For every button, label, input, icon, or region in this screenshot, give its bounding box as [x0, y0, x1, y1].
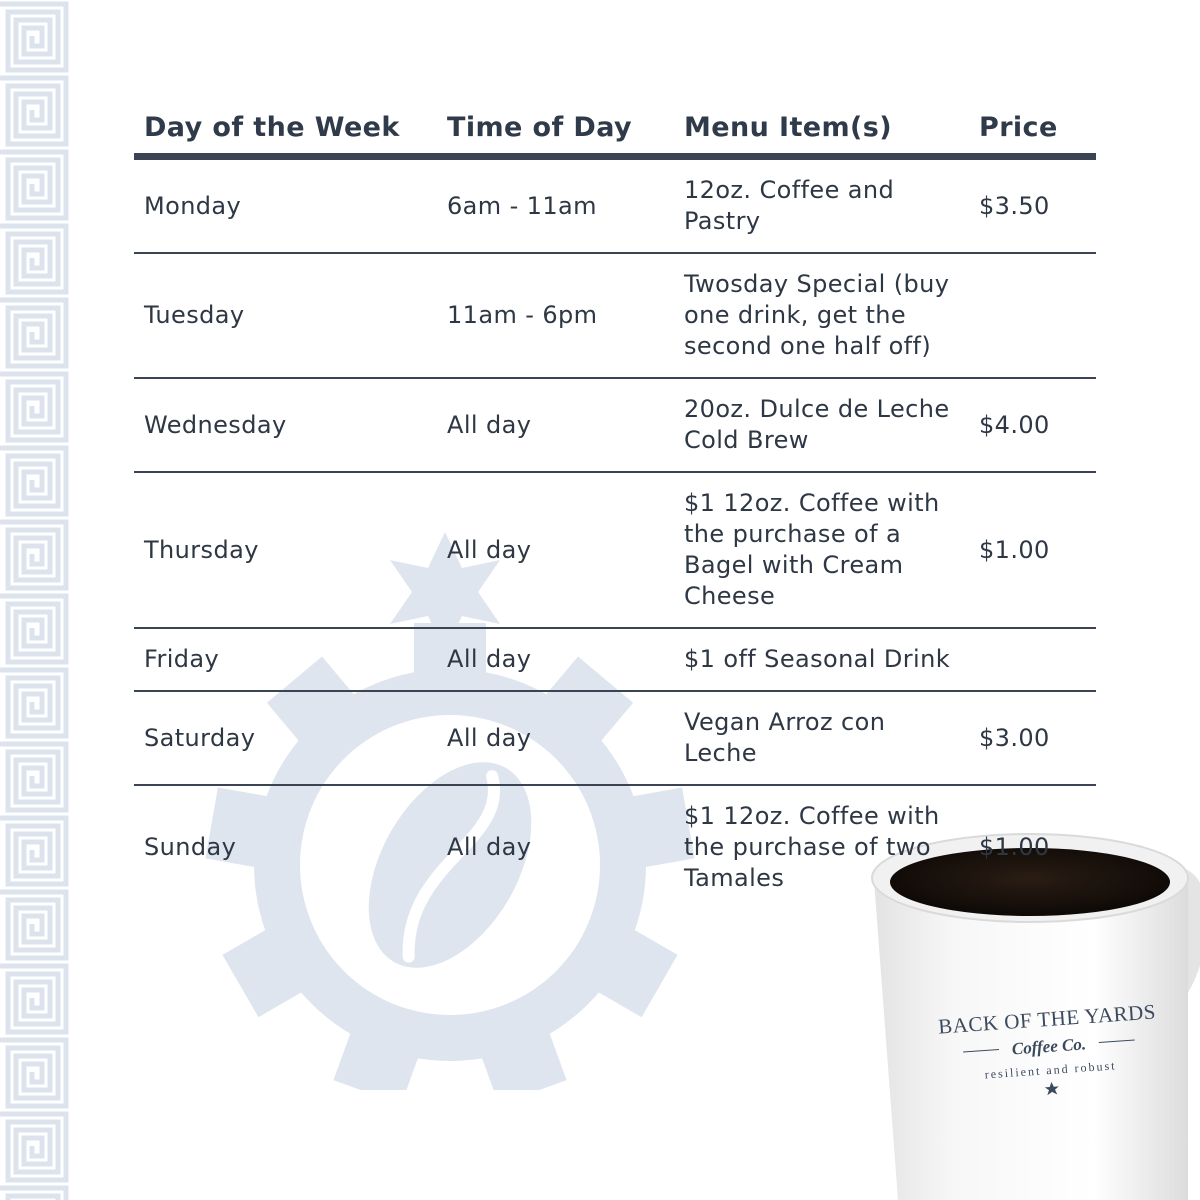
header-time: Time of Day [437, 108, 674, 157]
table-row [134, 628, 1096, 691]
cell-day: Tuesday [134, 253, 437, 378]
maze-pattern-strip [0, 0, 74, 1200]
cell-price [969, 628, 1096, 691]
mug-tagline: resilient and robust [984, 1058, 1117, 1082]
cell-time: All day [437, 691, 674, 785]
cell-menu-item: $1 off Seasonal Drink [674, 628, 969, 691]
mug-brand-name: BACK OF THE YARDS [937, 999, 1157, 1039]
cell-price [969, 253, 1096, 378]
mug-brand-subline: Coffee Co. [1011, 1034, 1087, 1059]
weekly-specials-table [134, 108, 1096, 909]
table-row [134, 253, 1096, 378]
cell-price: $1.00 [979, 833, 1050, 861]
cell-day: Sunday [144, 833, 237, 861]
cell-time: All day [437, 472, 674, 628]
table-row [134, 785, 1096, 909]
cell-day: Thursday [134, 472, 437, 628]
header-price: Price [969, 108, 1096, 157]
table-header-row [134, 108, 1096, 157]
cell-time: All day [437, 628, 674, 691]
cell-day: Wednesday [134, 378, 437, 472]
table-row [134, 691, 1096, 785]
cell-price: $4.00 [969, 378, 1096, 472]
cell-menu-item: Twosday Special (buy one drink, get the second one half off) [674, 253, 969, 378]
table-row [134, 472, 1096, 628]
cell-day: Friday [134, 628, 437, 691]
cell-menu-item: $1 12oz. Coffee with the purchase of two Tamales [684, 802, 940, 892]
cell-menu-item: 20oz. Dulce de Leche Cold Brew [674, 378, 969, 472]
cell-time: All day [447, 833, 532, 861]
cell-day: Saturday [134, 691, 437, 785]
cell-time: 11am - 6pm [437, 253, 674, 378]
cell-price: $1.00 [969, 472, 1096, 628]
cell-menu-item: Vegan Arroz con Leche [674, 691, 969, 785]
header-day: Day of the Week [134, 108, 437, 157]
cell-price: $3.00 [969, 691, 1096, 785]
table-row [134, 157, 1096, 254]
cell-time: All day [437, 378, 674, 472]
table-row [134, 378, 1096, 472]
cell-price: $3.50 [969, 157, 1096, 254]
cell-time: 6am - 11am [437, 157, 674, 254]
cell-menu-item: 12oz. Coffee and Pastry [674, 157, 969, 254]
cell-day: Monday [134, 157, 437, 254]
cell-menu-item: $1 12oz. Coffee with the purchase of a Bagel with Cream Cheese [674, 472, 969, 628]
header-menu-items: Menu Item(s) [674, 108, 969, 157]
